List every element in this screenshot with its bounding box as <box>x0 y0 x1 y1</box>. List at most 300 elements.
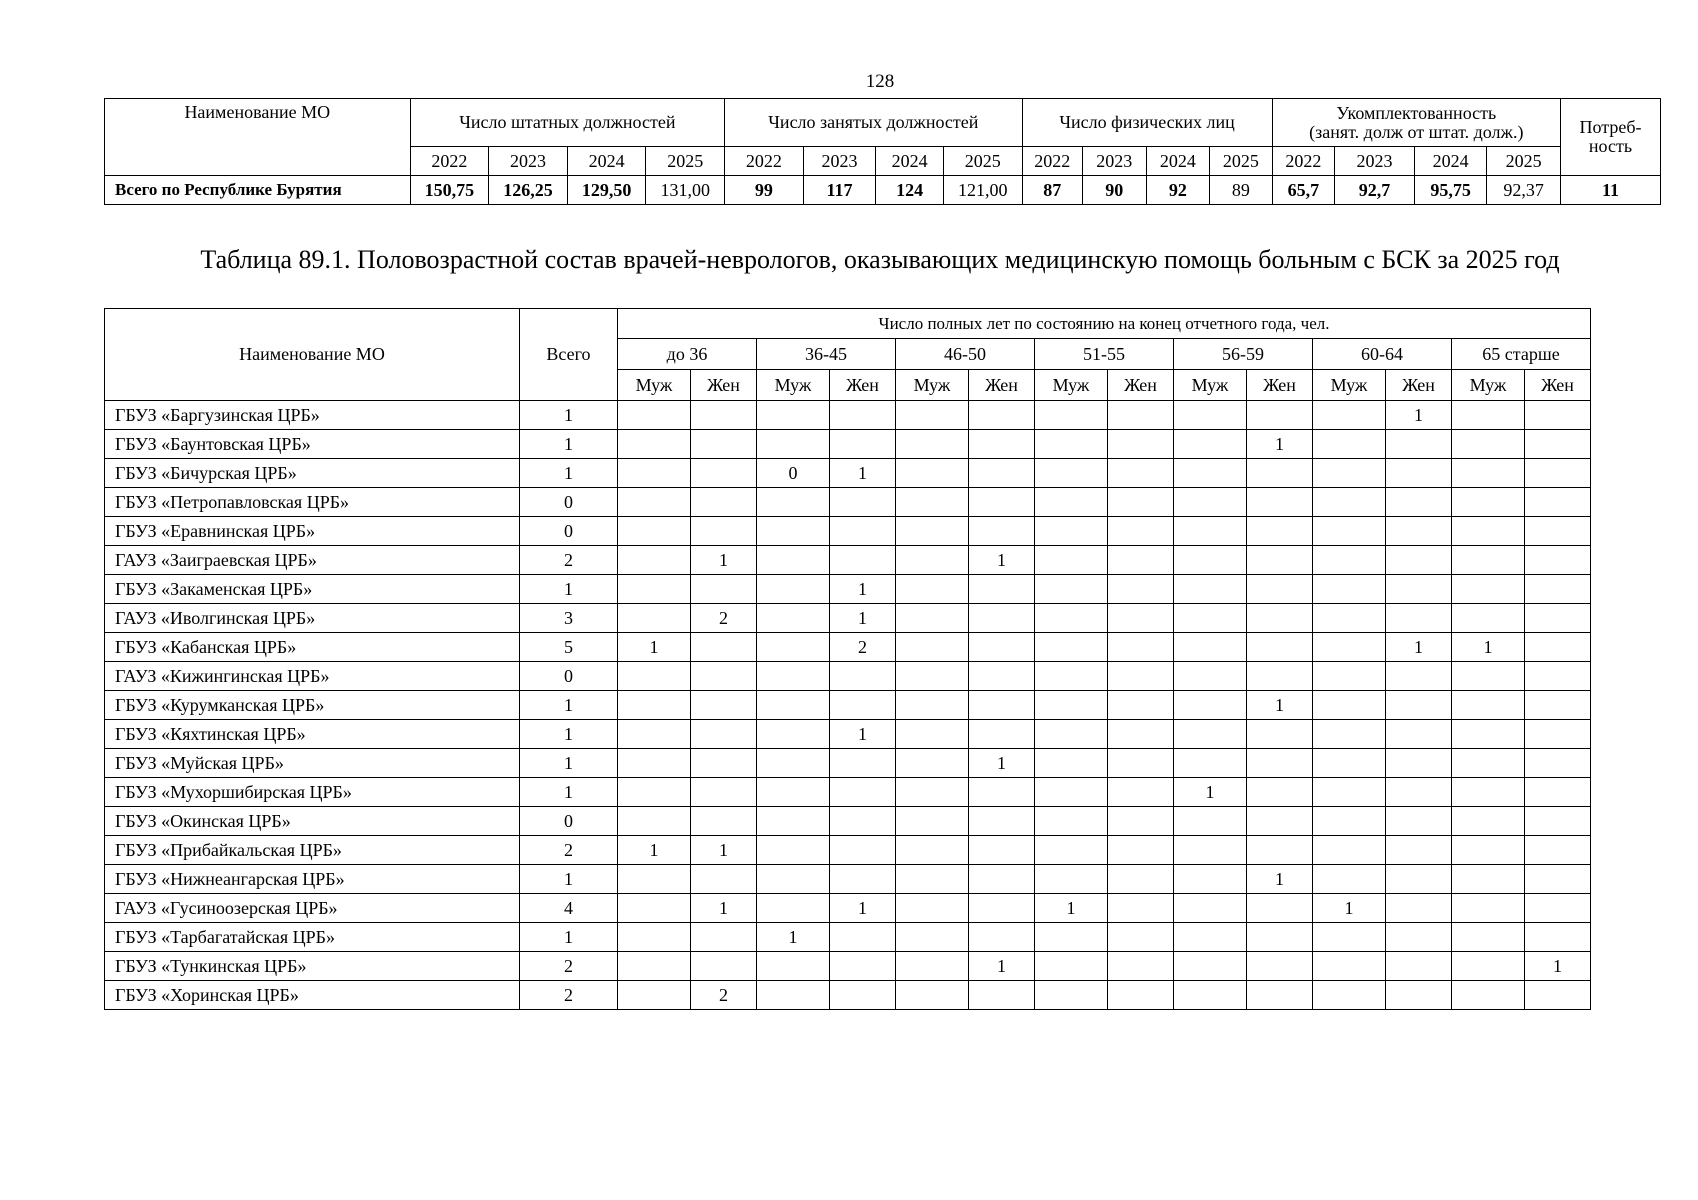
male-count-cell <box>618 807 691 836</box>
mo-name-header: Наименование МО <box>105 99 411 176</box>
female-count-cell: 1 <box>1247 691 1313 720</box>
male-count-cell <box>1174 865 1247 894</box>
male-count-cell: 0 <box>757 459 830 488</box>
female-header: Жен <box>1108 370 1174 401</box>
male-count-cell <box>757 778 830 807</box>
table-row <box>105 807 1591 836</box>
mo-name-cell: ГБУЗ «Хоринская ЦРБ» <box>105 981 520 1010</box>
total-value: 95,75 <box>1414 176 1487 205</box>
total-value: 126,25 <box>489 176 568 205</box>
female-count-cell <box>969 662 1035 691</box>
female-header: Жен <box>691 370 757 401</box>
female-count-cell <box>830 981 896 1010</box>
female-count-cell <box>1525 807 1591 836</box>
total-value: 11 <box>1560 176 1660 205</box>
female-count-cell <box>1386 430 1452 459</box>
female-count-cell <box>830 430 896 459</box>
male-count-cell <box>896 517 969 546</box>
age-span-header: Число полных лет по состоянию на конец отчетного года, чел. <box>618 309 1591 339</box>
female-count-cell <box>1108 865 1174 894</box>
female-count-cell <box>830 952 896 981</box>
female-count-cell <box>1247 778 1313 807</box>
mo-name-cell: ГБУЗ «Нижнеангарская ЦРБ» <box>105 865 520 894</box>
male-count-cell <box>1035 517 1108 546</box>
physical-persons-header: Число физических лиц <box>1022 99 1272 147</box>
male-count-cell <box>1452 517 1525 546</box>
male-count-cell <box>1313 807 1386 836</box>
age-group-header: 46-50 <box>896 339 1035 370</box>
mo-name-cell: ГАУЗ «Кижингинская ЦРБ» <box>105 662 520 691</box>
female-count-cell <box>1108 894 1174 923</box>
female-count-cell <box>1108 778 1174 807</box>
year-header: 2023 <box>803 147 876 176</box>
male-count-cell <box>896 923 969 952</box>
female-count-cell <box>969 865 1035 894</box>
age-group-header: 36-45 <box>757 339 896 370</box>
year-header: 2022 <box>1272 147 1335 176</box>
female-count-cell <box>969 459 1035 488</box>
female-count-cell <box>1247 459 1313 488</box>
total-cell: 0 <box>520 517 618 546</box>
male-count-cell <box>896 546 969 575</box>
total-value: 150,75 <box>410 176 489 205</box>
male-count-cell <box>1035 807 1108 836</box>
male-header: Муж <box>1452 370 1525 401</box>
male-count-cell <box>1035 778 1108 807</box>
female-count-cell <box>830 401 896 430</box>
male-count-cell <box>1174 488 1247 517</box>
staff-positions-header: Число штатных должностей <box>410 99 725 147</box>
female-count-cell: 1 <box>1247 865 1313 894</box>
male-count-cell <box>1035 952 1108 981</box>
total-cell: 5 <box>520 633 618 662</box>
female-count-cell <box>1386 691 1452 720</box>
female-count-cell <box>830 488 896 517</box>
female-count-cell <box>1386 488 1452 517</box>
female-count-cell <box>1525 459 1591 488</box>
female-count-cell <box>1247 662 1313 691</box>
male-count-cell <box>1174 923 1247 952</box>
table-row <box>105 604 1591 633</box>
female-count-cell <box>969 923 1035 952</box>
age-group-header: 65 старше <box>1452 339 1591 370</box>
male-count-cell <box>1174 430 1247 459</box>
male-count-cell <box>1313 836 1386 865</box>
female-count-cell <box>1525 517 1591 546</box>
total-cell: 0 <box>520 662 618 691</box>
male-count-cell <box>1313 952 1386 981</box>
male-count-cell <box>896 807 969 836</box>
male-count-cell <box>1313 517 1386 546</box>
male-count-cell <box>896 662 969 691</box>
male-count-cell <box>1174 401 1247 430</box>
total-cell: 1 <box>520 691 618 720</box>
female-count-cell <box>1247 633 1313 662</box>
female-count-cell <box>1247 807 1313 836</box>
male-count-cell <box>1452 401 1525 430</box>
female-count-cell <box>1386 981 1452 1010</box>
age-group-header: 60-64 <box>1313 339 1452 370</box>
table-row <box>105 430 1591 459</box>
female-count-cell <box>1386 662 1452 691</box>
total-row <box>105 176 1661 205</box>
female-count-cell <box>1525 401 1591 430</box>
female-count-cell <box>830 662 896 691</box>
male-count-cell <box>618 923 691 952</box>
female-count-cell <box>830 749 896 778</box>
male-count-cell <box>1035 546 1108 575</box>
female-count-cell <box>1108 749 1174 778</box>
need-header <box>1560 99 1660 176</box>
female-count-cell <box>969 604 1035 633</box>
female-count-cell <box>969 778 1035 807</box>
mo-name-cell: ГБУЗ «Курумканская ЦРБ» <box>105 691 520 720</box>
male-count-cell <box>896 401 969 430</box>
male-count-cell <box>618 662 691 691</box>
female-count-cell <box>691 720 757 749</box>
total-value: 65,7 <box>1272 176 1335 205</box>
female-count-cell <box>1247 546 1313 575</box>
total-value: 87 <box>1022 176 1083 205</box>
female-count-cell <box>1108 807 1174 836</box>
male-count-cell <box>1452 807 1525 836</box>
male-count-cell <box>618 517 691 546</box>
female-count-cell <box>1247 401 1313 430</box>
female-count-cell <box>691 430 757 459</box>
female-count-cell <box>1386 923 1452 952</box>
male-count-cell <box>1174 604 1247 633</box>
total-cell: 1 <box>520 865 618 894</box>
total-cell: 2 <box>520 981 618 1010</box>
mo-name-cell: ГБУЗ «Закаменская ЦРБ» <box>105 575 520 604</box>
total-value: 124 <box>876 176 944 205</box>
female-count-cell <box>1247 952 1313 981</box>
total-cell: 2 <box>520 836 618 865</box>
female-count-cell <box>830 546 896 575</box>
male-header: Муж <box>618 370 691 401</box>
female-count-cell <box>1386 749 1452 778</box>
male-count-cell <box>618 604 691 633</box>
mo-name-cell: ГБУЗ «Петропавловская ЦРБ» <box>105 488 520 517</box>
table-row <box>105 401 1591 430</box>
table-row <box>105 778 1591 807</box>
mo-name-cell: ГАУЗ «Заиграевская ЦРБ» <box>105 546 520 575</box>
male-count-cell <box>1174 720 1247 749</box>
male-count-cell <box>618 488 691 517</box>
total-cell: 1 <box>520 575 618 604</box>
male-count-cell <box>1313 778 1386 807</box>
female-count-cell <box>1108 488 1174 517</box>
male-count-cell <box>1174 749 1247 778</box>
total-value: 92 <box>1146 176 1210 205</box>
male-count-cell <box>1313 981 1386 1010</box>
female-count-cell <box>1386 778 1452 807</box>
male-count-cell <box>757 865 830 894</box>
male-count-cell <box>1174 894 1247 923</box>
completeness-header <box>1272 99 1560 147</box>
male-count-cell <box>1452 662 1525 691</box>
mo-name-cell: ГБУЗ «Баргузинская ЦРБ» <box>105 401 520 430</box>
male-count-cell <box>618 459 691 488</box>
female-header: Жен <box>1525 370 1591 401</box>
female-count-cell <box>691 459 757 488</box>
female-count-cell: 1 <box>1247 430 1313 459</box>
female-count-cell <box>1386 720 1452 749</box>
female-header: Жен <box>969 370 1035 401</box>
female-count-cell <box>1525 894 1591 923</box>
mo-name-cell: ГАУЗ «Иволгинская ЦРБ» <box>105 604 520 633</box>
table-row <box>105 459 1591 488</box>
total-value: 92,7 <box>1335 176 1415 205</box>
table-row <box>105 894 1591 923</box>
female-count-cell <box>969 488 1035 517</box>
total-cell: 1 <box>520 459 618 488</box>
female-count-cell <box>1108 720 1174 749</box>
male-count-cell <box>618 691 691 720</box>
female-count-cell: 2 <box>830 633 896 662</box>
female-count-cell <box>1108 923 1174 952</box>
female-count-cell <box>1108 517 1174 546</box>
female-count-cell <box>1247 836 1313 865</box>
age-group-header: 56-59 <box>1174 339 1313 370</box>
table-row <box>105 546 1591 575</box>
total-cell: 1 <box>520 778 618 807</box>
male-count-cell <box>1452 459 1525 488</box>
female-count-cell: 1 <box>1525 952 1591 981</box>
year-header: 2022 <box>725 147 804 176</box>
total-cell: 1 <box>520 749 618 778</box>
table-row <box>105 952 1591 981</box>
female-count-cell: 2 <box>691 981 757 1010</box>
total-cell: 2 <box>520 546 618 575</box>
male-count-cell <box>757 575 830 604</box>
male-count-cell <box>1313 575 1386 604</box>
male-count-cell <box>1452 720 1525 749</box>
mo-name-cell: ГБУЗ «Кабанская ЦРБ» <box>105 633 520 662</box>
male-count-cell <box>757 894 830 923</box>
female-count-cell <box>830 923 896 952</box>
mo-name-cell: ГАУЗ «Гусиноозерская ЦРБ» <box>105 894 520 923</box>
female-count-cell <box>1525 546 1591 575</box>
male-count-cell <box>1313 749 1386 778</box>
female-count-cell <box>1108 546 1174 575</box>
year-header: 2023 <box>489 147 568 176</box>
female-count-cell <box>691 691 757 720</box>
male-count-cell: 1 <box>1452 633 1525 662</box>
mo-name-cell: ГБУЗ «Баунтовская ЦРБ» <box>105 430 520 459</box>
total-value: 92,37 <box>1487 176 1561 205</box>
female-header: Жен <box>1386 370 1452 401</box>
female-count-cell <box>1525 691 1591 720</box>
male-count-cell: 1 <box>757 923 830 952</box>
male-count-cell <box>757 981 830 1010</box>
mo-name-cell: ГБУЗ «Мухоршибирская ЦРБ» <box>105 778 520 807</box>
female-count-cell: 1 <box>830 894 896 923</box>
female-count-cell <box>1386 517 1452 546</box>
completeness-header-line2: (занят. долж от штат. долж.) <box>1309 121 1524 142</box>
year-header: 2025 <box>943 147 1022 176</box>
male-count-cell <box>618 952 691 981</box>
age-group-header: до 36 <box>618 339 757 370</box>
male-count-cell <box>1452 546 1525 575</box>
male-count-cell <box>1174 459 1247 488</box>
male-count-cell <box>896 778 969 807</box>
male-count-cell <box>618 865 691 894</box>
male-count-cell <box>1452 923 1525 952</box>
female-count-cell <box>691 923 757 952</box>
male-count-cell <box>1035 488 1108 517</box>
male-count-cell <box>757 952 830 981</box>
female-count-cell <box>1247 923 1313 952</box>
female-count-cell <box>1386 459 1452 488</box>
male-count-cell <box>757 401 830 430</box>
female-header: Жен <box>830 370 896 401</box>
male-count-cell <box>1035 923 1108 952</box>
male-header: Муж <box>1313 370 1386 401</box>
male-count-cell <box>757 546 830 575</box>
female-count-cell <box>1247 720 1313 749</box>
female-count-cell <box>691 517 757 546</box>
female-count-cell: 1 <box>969 546 1035 575</box>
male-count-cell <box>757 807 830 836</box>
female-count-cell <box>1108 401 1174 430</box>
male-count-cell <box>618 430 691 459</box>
female-count-cell <box>691 749 757 778</box>
female-header: Жен <box>1247 370 1313 401</box>
male-count-cell <box>1313 604 1386 633</box>
female-count-cell <box>1247 981 1313 1010</box>
male-count-cell <box>1452 778 1525 807</box>
male-count-cell <box>1313 401 1386 430</box>
female-count-cell <box>1525 488 1591 517</box>
male-count-cell <box>1035 865 1108 894</box>
male-count-cell <box>1313 488 1386 517</box>
table-row <box>105 836 1591 865</box>
male-count-cell <box>757 430 830 459</box>
male-count-cell <box>1452 749 1525 778</box>
female-count-cell <box>1525 836 1591 865</box>
female-count-cell: 1 <box>969 952 1035 981</box>
year-header: 2023 <box>1335 147 1415 176</box>
male-header: Муж <box>896 370 969 401</box>
female-count-cell: 1 <box>1386 633 1452 662</box>
male-count-cell <box>1452 575 1525 604</box>
female-count-cell <box>1108 604 1174 633</box>
mo-name-cell: ГБУЗ «Муйская ЦРБ» <box>105 749 520 778</box>
year-header: 2023 <box>1083 147 1147 176</box>
male-count-cell <box>1035 575 1108 604</box>
male-count-cell <box>1035 662 1108 691</box>
female-count-cell <box>691 633 757 662</box>
total-value: 129,50 <box>567 176 646 205</box>
female-count-cell <box>969 575 1035 604</box>
male-count-cell <box>896 604 969 633</box>
female-count-cell <box>691 401 757 430</box>
female-count-cell <box>1525 778 1591 807</box>
male-count-cell <box>896 894 969 923</box>
male-count-cell <box>1174 633 1247 662</box>
male-count-cell <box>1174 691 1247 720</box>
female-count-cell: 1 <box>830 575 896 604</box>
table-row <box>105 691 1591 720</box>
female-count-cell <box>1525 662 1591 691</box>
female-count-cell <box>969 430 1035 459</box>
female-count-cell <box>969 401 1035 430</box>
mo-name-cell: ГБУЗ «Бичурская ЦРБ» <box>105 459 520 488</box>
male-count-cell <box>1174 981 1247 1010</box>
male-header: Муж <box>757 370 830 401</box>
female-count-cell <box>1108 459 1174 488</box>
mo-name-cell: ГБУЗ «Тарбагатайская ЦРБ» <box>105 923 520 952</box>
female-count-cell <box>1247 749 1313 778</box>
male-count-cell <box>1174 807 1247 836</box>
male-header: Муж <box>1035 370 1108 401</box>
male-count-cell <box>896 575 969 604</box>
total-cell: 0 <box>520 488 618 517</box>
female-count-cell <box>969 836 1035 865</box>
female-count-cell: 1 <box>969 749 1035 778</box>
year-header: 2025 <box>646 147 725 176</box>
total-row-label: Всего по Республике Бурятия <box>105 176 411 205</box>
male-count-cell <box>1035 691 1108 720</box>
year-header: 2024 <box>1146 147 1210 176</box>
year-header: 2025 <box>1487 147 1561 176</box>
male-count-cell <box>618 401 691 430</box>
total-cell: 1 <box>520 923 618 952</box>
female-count-cell <box>1525 749 1591 778</box>
female-count-cell: 1 <box>830 604 896 633</box>
female-count-cell <box>1525 633 1591 662</box>
need-header-line2: ность <box>1588 136 1633 156</box>
male-count-cell <box>1174 546 1247 575</box>
male-count-cell <box>896 952 969 981</box>
neurologists-table-body <box>105 401 1591 1010</box>
female-count-cell <box>1386 546 1452 575</box>
need-header-line1: Потреб- <box>1579 117 1642 137</box>
female-count-cell <box>1525 575 1591 604</box>
table-row <box>105 981 1591 1010</box>
total-cell: 0 <box>520 807 618 836</box>
table-row <box>105 575 1591 604</box>
total-cell: 2 <box>520 952 618 981</box>
male-count-cell <box>1035 430 1108 459</box>
mo-name-cell: ГБУЗ «Тункинская ЦРБ» <box>105 952 520 981</box>
male-count-cell <box>757 662 830 691</box>
female-count-cell <box>1386 604 1452 633</box>
female-count-cell: 1 <box>691 546 757 575</box>
staffing-summary-table <box>104 98 1661 205</box>
female-count-cell <box>691 865 757 894</box>
female-count-cell <box>691 952 757 981</box>
male-count-cell <box>1035 836 1108 865</box>
female-count-cell <box>691 807 757 836</box>
female-count-cell <box>969 691 1035 720</box>
male-count-cell <box>1452 981 1525 1010</box>
total-value: 121,00 <box>943 176 1022 205</box>
total-value: 117 <box>803 176 876 205</box>
male-count-cell <box>757 488 830 517</box>
male-count-cell <box>1313 691 1386 720</box>
female-count-cell <box>830 807 896 836</box>
male-header: Муж <box>1174 370 1247 401</box>
female-count-cell: 1 <box>691 894 757 923</box>
year-header: 2024 <box>567 147 646 176</box>
male-count-cell <box>618 749 691 778</box>
female-count-cell <box>1247 894 1313 923</box>
male-count-cell <box>1452 691 1525 720</box>
female-count-cell <box>1108 981 1174 1010</box>
male-count-cell <box>896 459 969 488</box>
